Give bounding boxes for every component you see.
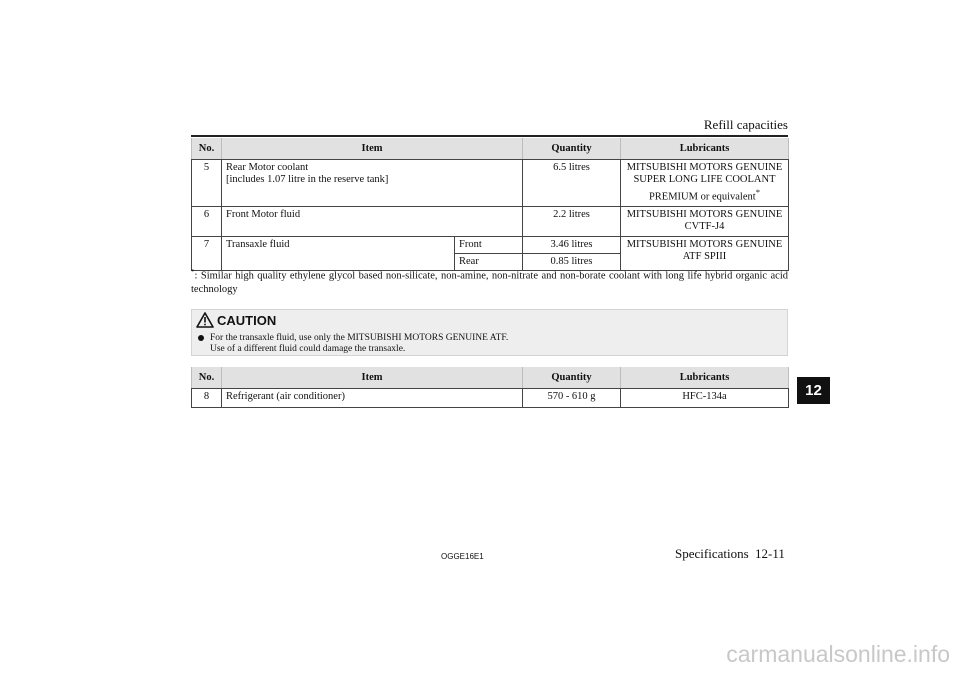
caution-title: CAUTION <box>217 312 277 328</box>
lubricant-line: ATF SPIII <box>682 250 727 262</box>
page-section-title: Refill capacities <box>703 117 788 132</box>
row-no: 7 <box>192 236 222 270</box>
table-header-row <box>192 138 789 160</box>
column-header-lubricants: Lubricants <box>621 138 789 160</box>
caution-body <box>198 333 508 355</box>
table-row <box>192 206 789 236</box>
row-item: Refrigerant (air conditioner) <box>222 389 523 408</box>
footnote-text: : Similar high quality ethylene glycol based non-silicate, non-amine, non-nitrate and non-borate coolant with long life hybrid organic acid technology <box>191 270 788 295</box>
table-row <box>192 389 789 408</box>
row-no: 5 <box>192 160 222 207</box>
refrigerant-table <box>191 367 789 408</box>
lubricant-line: MITSUBISHI MOTORS GENUINE <box>626 238 783 250</box>
caution-text: Use of a different fluid could damage the transaxle. <box>210 344 406 354</box>
item-line: [includes 1.07 litre in the reserve tank] <box>226 174 389 185</box>
row-quantity: 3.46 litres <box>523 236 621 253</box>
column-header-item: Item <box>222 367 523 389</box>
row-lubricant: HFC-134a <box>621 389 789 408</box>
column-header-no: No. <box>192 367 222 389</box>
coolant-footnote <box>191 266 788 296</box>
row-quantity: 570 - 610 g <box>523 389 621 408</box>
table-row <box>192 160 789 207</box>
footnote-mark: * <box>755 187 761 197</box>
warning-triangle-icon <box>196 312 214 328</box>
document-code: OGGE16E1 <box>441 552 484 561</box>
row-item: Front Motor fluid <box>222 206 523 236</box>
lubricant-line: MITSUBISHI MOTORS GENUINE <box>626 162 783 173</box>
column-header-lubricants: Lubricants <box>621 367 789 389</box>
table-row <box>192 236 789 253</box>
row-no: 6 <box>192 206 222 236</box>
row-lubricant <box>621 236 789 270</box>
header-rule <box>191 135 788 137</box>
row-lubricant <box>621 206 789 236</box>
table-header-row <box>192 367 789 389</box>
row-item <box>222 160 523 207</box>
column-header-quantity: Quantity <box>523 138 621 160</box>
item-line: Rear Motor coolant <box>226 162 309 173</box>
caution-item <box>198 333 508 344</box>
page-number: 12-11 <box>755 546 785 561</box>
row-no: 8 <box>192 389 222 408</box>
column-header-item: Item <box>222 138 523 160</box>
footnote-mark: * <box>191 268 195 276</box>
column-header-no: No. <box>192 138 222 160</box>
row-lubricant <box>621 160 789 207</box>
caution-text: For the transaxle fluid, use only the MITSUBISHI MOTORS GENUINE ATF. <box>210 333 509 343</box>
column-header-quantity: Quantity <box>523 367 621 389</box>
lubricant-line: SUPER LONG LIFE COOLANT <box>633 174 776 185</box>
caution-box <box>191 309 788 356</box>
refill-capacities-table <box>191 138 789 271</box>
row-subitem: Rear <box>455 253 523 270</box>
row-quantity: 2.2 litres <box>523 206 621 236</box>
footer-section-name: Specifications <box>675 546 749 561</box>
row-quantity: 6.5 litres <box>523 160 621 207</box>
caution-header <box>196 312 276 328</box>
watermark: carmanualsonline.info <box>726 641 950 667</box>
row-item: Transaxle fluid <box>222 236 455 270</box>
lubricant-line <box>625 186 784 204</box>
lubricant-line: CVTF-J4 <box>684 220 725 232</box>
row-quantity: 0.85 litres <box>523 253 621 270</box>
lubricant-text: PREMIUM or equivalent <box>648 191 756 203</box>
bullet-icon <box>198 335 204 341</box>
row-subitem: Front <box>455 236 523 253</box>
lubricant-line: MITSUBISHI MOTORS GENUINE <box>626 208 783 220</box>
chapter-tab: 12 <box>797 377 830 404</box>
